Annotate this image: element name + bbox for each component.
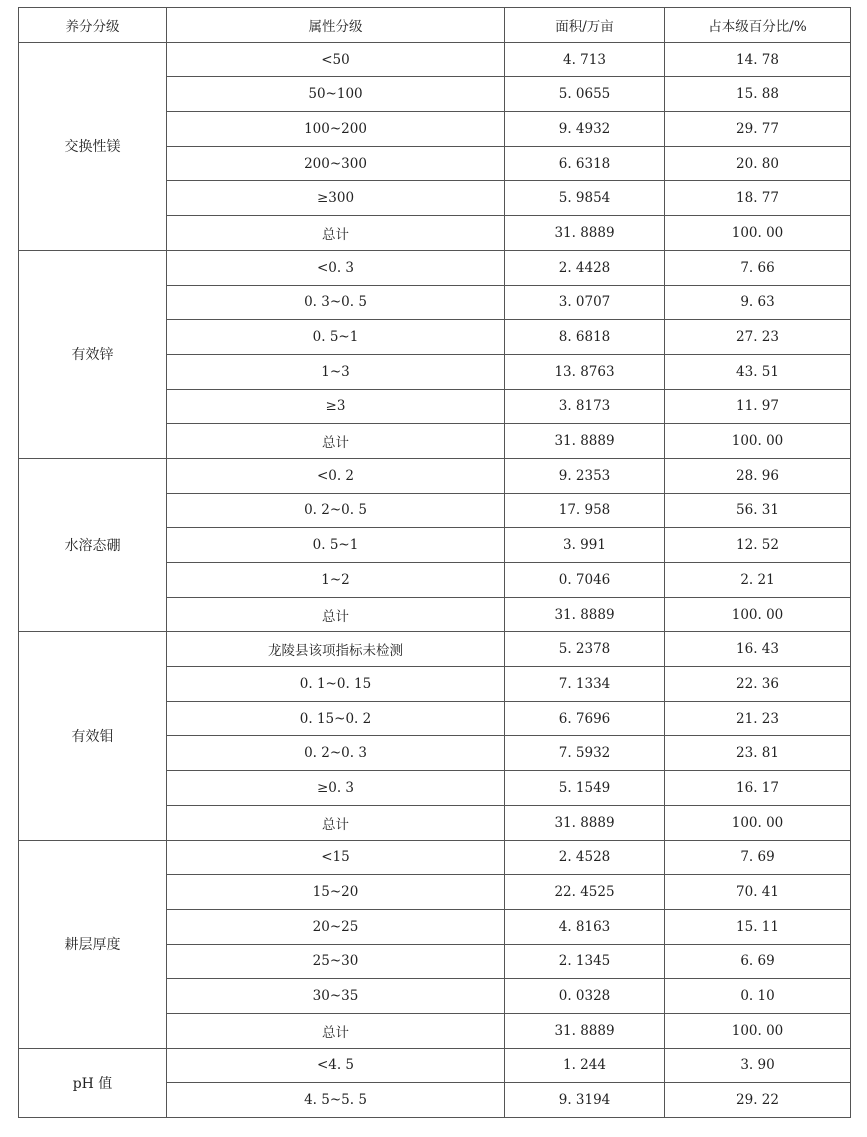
percentage-cell: 7. 66 bbox=[665, 250, 851, 285]
attribute-grade-cell: 50~100 bbox=[167, 77, 505, 112]
percentage-cell: 29. 22 bbox=[665, 1083, 851, 1118]
area-cell: 5. 1549 bbox=[505, 771, 665, 806]
header-attribute-grade: 属性分级 bbox=[167, 8, 505, 43]
nutrient-group-label: 耕层厚度 bbox=[19, 840, 167, 1048]
percentage-cell: 18. 77 bbox=[665, 181, 851, 216]
percentage-cell: 22. 36 bbox=[665, 667, 851, 702]
area-cell: 31. 8889 bbox=[505, 216, 665, 251]
header-row bbox=[19, 8, 851, 43]
attribute-grade-cell: 4. 5~5. 5 bbox=[167, 1083, 505, 1118]
area-cell: 5. 2378 bbox=[505, 632, 665, 667]
attribute-grade-cell: 200~300 bbox=[167, 146, 505, 181]
attribute-grade-cell: 总计 bbox=[167, 1013, 505, 1048]
attribute-grade-cell: <50 bbox=[167, 42, 505, 77]
attribute-grade-cell: <0. 2 bbox=[167, 458, 505, 493]
percentage-cell: 100. 00 bbox=[665, 597, 851, 632]
area-cell: 2. 4528 bbox=[505, 840, 665, 875]
area-cell: 9. 2353 bbox=[505, 458, 665, 493]
attribute-grade-cell: 总计 bbox=[167, 597, 505, 632]
attribute-grade-cell: ≥300 bbox=[167, 181, 505, 216]
percentage-cell: 70. 41 bbox=[665, 875, 851, 910]
nutrient-group-label: pH 值 bbox=[19, 1048, 167, 1117]
percentage-cell: 6. 69 bbox=[665, 944, 851, 979]
area-cell: 5. 9854 bbox=[505, 181, 665, 216]
attribute-grade-cell: 20~25 bbox=[167, 909, 505, 944]
attribute-grade-cell: 15~20 bbox=[167, 875, 505, 910]
area-cell: 3. 0707 bbox=[505, 285, 665, 320]
table-row bbox=[19, 458, 851, 493]
header-area: 面积/万亩 bbox=[505, 8, 665, 43]
attribute-grade-cell: 总计 bbox=[167, 805, 505, 840]
percentage-cell: 43. 51 bbox=[665, 354, 851, 389]
area-cell: 2. 1345 bbox=[505, 944, 665, 979]
nutrient-table-container bbox=[18, 7, 851, 1118]
percentage-cell: 7. 69 bbox=[665, 840, 851, 875]
area-cell: 31. 8889 bbox=[505, 1013, 665, 1048]
nutrient-group-label: 有效锌 bbox=[19, 250, 167, 458]
area-cell: 6. 6318 bbox=[505, 146, 665, 181]
percentage-cell: 3. 90 bbox=[665, 1048, 851, 1083]
percentage-cell: 56. 31 bbox=[665, 493, 851, 528]
area-cell: 5. 0655 bbox=[505, 77, 665, 112]
percentage-cell: 0. 10 bbox=[665, 979, 851, 1014]
attribute-grade-cell: <15 bbox=[167, 840, 505, 875]
area-cell: 22. 4525 bbox=[505, 875, 665, 910]
header-percentage: 占本级百分比/% bbox=[665, 8, 851, 43]
attribute-grade-cell: 25~30 bbox=[167, 944, 505, 979]
area-cell: 7. 1334 bbox=[505, 667, 665, 702]
area-cell: 7. 5932 bbox=[505, 736, 665, 771]
area-cell: 6. 7696 bbox=[505, 701, 665, 736]
attribute-grade-cell: 1~3 bbox=[167, 354, 505, 389]
area-cell: 0. 7046 bbox=[505, 563, 665, 598]
header-nutrient-grade: 养分分级 bbox=[19, 8, 167, 43]
nutrient-group-label: 有效钼 bbox=[19, 632, 167, 840]
nutrient-group-label: 水溶态硼 bbox=[19, 458, 167, 631]
percentage-cell: 100. 00 bbox=[665, 805, 851, 840]
area-cell: 31. 8889 bbox=[505, 805, 665, 840]
percentage-cell: 100. 00 bbox=[665, 216, 851, 251]
attribute-grade-cell: 100~200 bbox=[167, 112, 505, 147]
area-cell: 31. 8889 bbox=[505, 597, 665, 632]
area-cell: 1. 244 bbox=[505, 1048, 665, 1083]
table-body bbox=[19, 42, 851, 1117]
area-cell: 8. 6818 bbox=[505, 320, 665, 355]
area-cell: 2. 4428 bbox=[505, 250, 665, 285]
area-cell: 9. 4932 bbox=[505, 112, 665, 147]
attribute-grade-cell: <0. 3 bbox=[167, 250, 505, 285]
table-row bbox=[19, 250, 851, 285]
nutrient-group-label: 交换性镁 bbox=[19, 42, 167, 250]
area-cell: 3. 991 bbox=[505, 528, 665, 563]
area-cell: 13. 8763 bbox=[505, 354, 665, 389]
attribute-grade-cell: <4. 5 bbox=[167, 1048, 505, 1083]
percentage-cell: 100. 00 bbox=[665, 1013, 851, 1048]
percentage-cell: 23. 81 bbox=[665, 736, 851, 771]
attribute-grade-cell: ≥0. 3 bbox=[167, 771, 505, 806]
attribute-grade-cell: 0. 1~0. 15 bbox=[167, 667, 505, 702]
percentage-cell: 16. 43 bbox=[665, 632, 851, 667]
percentage-cell: 15. 11 bbox=[665, 909, 851, 944]
percentage-cell: 14. 78 bbox=[665, 42, 851, 77]
attribute-grade-cell: 0. 3~0. 5 bbox=[167, 285, 505, 320]
area-cell: 4. 713 bbox=[505, 42, 665, 77]
area-cell: 3. 8173 bbox=[505, 389, 665, 424]
percentage-cell: 21. 23 bbox=[665, 701, 851, 736]
percentage-cell: 100. 00 bbox=[665, 424, 851, 459]
percentage-cell: 11. 97 bbox=[665, 389, 851, 424]
table-row bbox=[19, 632, 851, 667]
attribute-grade-cell: 龙陵县该项指标未检测 bbox=[167, 632, 505, 667]
percentage-cell: 27. 23 bbox=[665, 320, 851, 355]
attribute-grade-cell: 0. 5~1 bbox=[167, 528, 505, 563]
table-row bbox=[19, 42, 851, 77]
area-cell: 4. 8163 bbox=[505, 909, 665, 944]
attribute-grade-cell: 0. 2~0. 3 bbox=[167, 736, 505, 771]
nutrient-grading-table bbox=[18, 7, 851, 1118]
attribute-grade-cell: 总计 bbox=[167, 424, 505, 459]
percentage-cell: 12. 52 bbox=[665, 528, 851, 563]
percentage-cell: 9. 63 bbox=[665, 285, 851, 320]
attribute-grade-cell: 总计 bbox=[167, 216, 505, 251]
area-cell: 9. 3194 bbox=[505, 1083, 665, 1118]
percentage-cell: 16. 17 bbox=[665, 771, 851, 806]
area-cell: 31. 8889 bbox=[505, 424, 665, 459]
attribute-grade-cell: 0. 5~1 bbox=[167, 320, 505, 355]
table-row bbox=[19, 1048, 851, 1083]
attribute-grade-cell: 0. 2~0. 5 bbox=[167, 493, 505, 528]
attribute-grade-cell: ≥3 bbox=[167, 389, 505, 424]
area-cell: 0. 0328 bbox=[505, 979, 665, 1014]
percentage-cell: 15. 88 bbox=[665, 77, 851, 112]
table-row bbox=[19, 840, 851, 875]
percentage-cell: 28. 96 bbox=[665, 458, 851, 493]
percentage-cell: 2. 21 bbox=[665, 563, 851, 598]
percentage-cell: 29. 77 bbox=[665, 112, 851, 147]
attribute-grade-cell: 0. 15~0. 2 bbox=[167, 701, 505, 736]
percentage-cell: 20. 80 bbox=[665, 146, 851, 181]
area-cell: 17. 958 bbox=[505, 493, 665, 528]
attribute-grade-cell: 30~35 bbox=[167, 979, 505, 1014]
attribute-grade-cell: 1~2 bbox=[167, 563, 505, 598]
